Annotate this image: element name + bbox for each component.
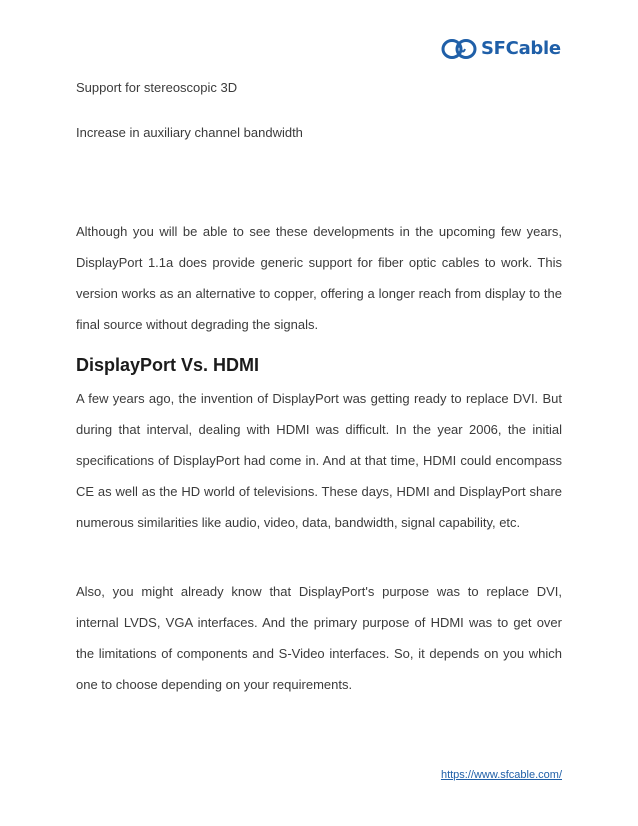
footer-link[interactable]: https://www.sfcable.com/ [440,769,562,781]
linked-rings-icon [441,38,477,60]
section-heading: DisplayPort Vs. HDMI [76,355,260,375]
paragraph-purpose: Also, you might already know that DisplayPort's purpose was to replace DVI, internal LVDS, VGA interfaces. And the primary purpose of HDMI was to get over the limitations of components and S-Video interfaces. So, it depends on you which one to choose depending on your requirements. [76,584,562,692]
paragraph-history: A few years ago, the invention of DisplayPort was getting ready to replace DVI. But during that interval, dealing with HDMI was difficult. In the year 2006, the initial specifications of DisplayPort had come in. And at that time, HDMI could encompass CE as well as the HD world of televisions. These days, HDMI and DisplayPort share numerous similarities like audio, video, data, bandwidth, signal capability, etc. [76,391,562,530]
list-item: Support for stereoscopic 3D [76,80,238,95]
brand-name: SFCable [481,38,561,59]
paragraph-fiber-support: Although you will be able to see these developments in the upcoming few years, DisplayPort 1.1a does provide generic support for fiber optic cables to work. This version works as an alternative to copper, offering a longer reach from display to the final source without degrading the signals. [76,224,562,332]
list-item: Increase in auxiliary channel bandwidth [76,125,303,140]
sfcable-logo [441,38,561,60]
